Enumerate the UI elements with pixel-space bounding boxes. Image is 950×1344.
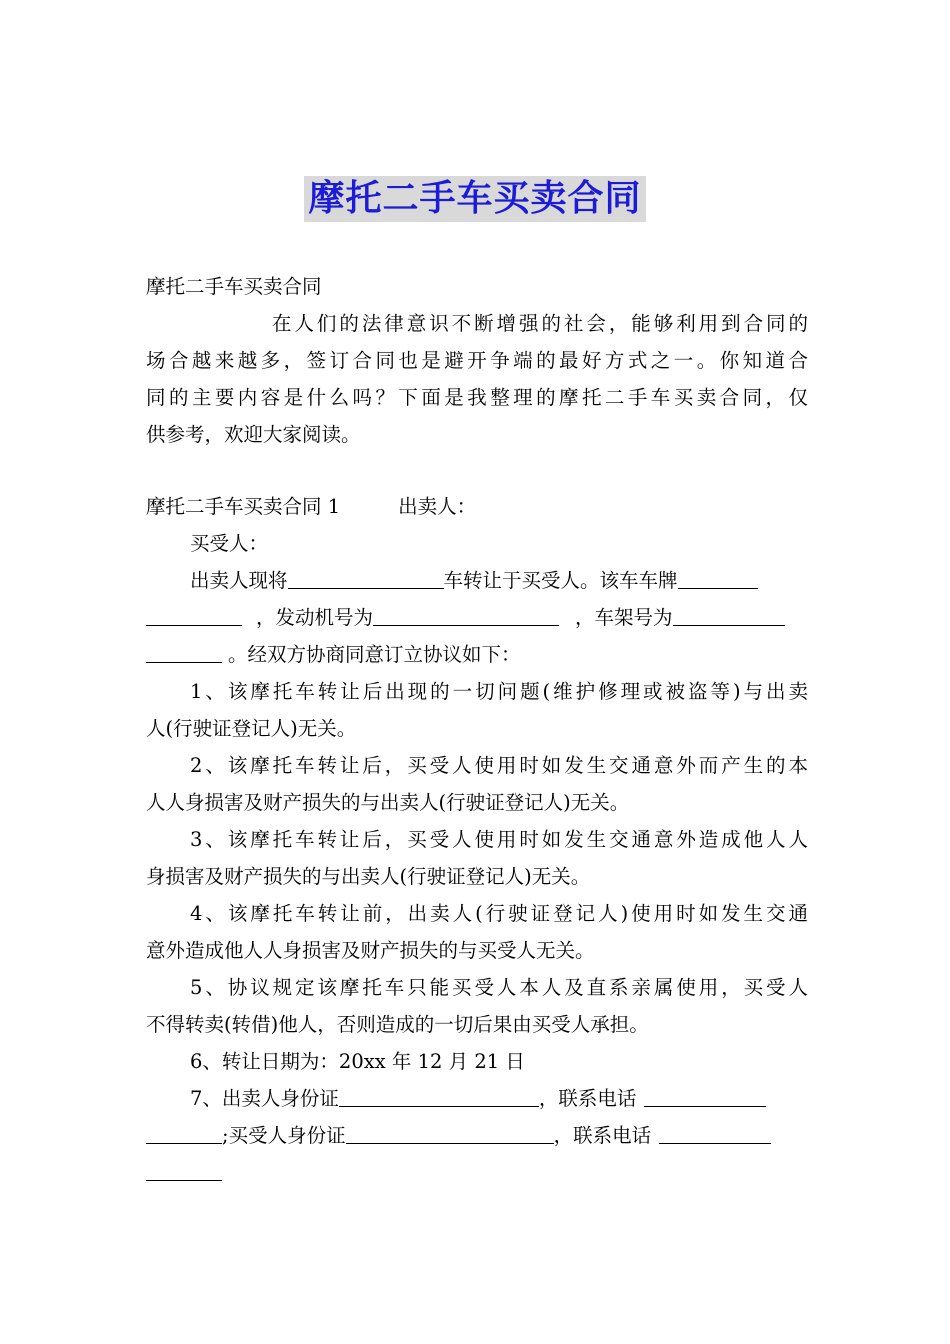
transfer-line-1 xyxy=(146,562,808,599)
intro-line-3: 同的主要内容是什么吗？下面是我整理的摩托二手车买卖合同，仅 xyxy=(146,386,808,409)
id-text-4: ，联系电话 xyxy=(553,1124,652,1147)
transfer-text-4: ，车架号为 xyxy=(575,606,673,629)
intro-line-2: 场合越来越多，签订合同也是避开争端的最好方式之一。你知道合 xyxy=(146,349,808,372)
intro-section xyxy=(146,268,808,453)
engine-number-blank xyxy=(373,603,559,626)
seller-label: 出卖人： xyxy=(398,495,477,518)
clause-3-line-1: 3、该摩托车转让后，买受人使用时如发生交通意外造成他人人 xyxy=(190,828,808,851)
buyer-phone-blank-cont xyxy=(146,1158,222,1181)
seller-phone-blank-cont xyxy=(146,1121,222,1144)
seller-id-blank xyxy=(339,1084,539,1107)
id-clause-line-2 xyxy=(146,1117,808,1154)
id-text-1: 7、出卖人身份证 xyxy=(190,1087,339,1110)
clause-5-line-2: 不得转卖(转借)他人，否则造成的一切后果由买受人承担。 xyxy=(146,1013,649,1036)
contract-heading: 摩托二手车买卖合同 1 xyxy=(146,495,341,518)
plate-blank xyxy=(678,566,758,589)
transfer-text-1: 出卖人现将 xyxy=(190,569,288,592)
id-text-3: ;买受人身份证 xyxy=(222,1124,346,1147)
buyer-phone-blank xyxy=(659,1121,771,1144)
clause-2-line-2: 人人身损害及财产损失的与出卖人(行驶证登记人)无关。 xyxy=(146,791,630,814)
transfer-line-2 xyxy=(146,599,808,636)
contract-heading-line xyxy=(146,488,808,525)
clause-1-line-1: 1、该摩托车转让后出现的一切问题(维护修理或被盗等)与出卖 xyxy=(190,680,808,703)
clause-4-line-1: 4、该摩托车转让前，出卖人(行驶证登记人)使用时如发生交通 xyxy=(190,902,808,925)
transfer-line-3 xyxy=(146,636,808,673)
transfer-text-5: 。经双方协商同意订立协议如下： xyxy=(228,643,521,666)
transfer-text-2: 车转让于买受人。该车车牌 xyxy=(443,569,678,592)
document-title: 摩托二手车买卖合同 xyxy=(304,176,645,222)
clause-4-line-2: 意外造成他人人身损害及财产损失的与买受人无关。 xyxy=(146,939,595,962)
id-text-2: ，联系电话 xyxy=(538,1087,637,1110)
buyer-label: 买受人： xyxy=(190,532,269,555)
id-clause-line-1 xyxy=(146,1080,808,1117)
clause-3-line-2: 身损害及财产损失的与出卖人(行驶证登记人)无关。 xyxy=(146,865,591,888)
intro-line-4: 供参考，欢迎大家阅读。 xyxy=(146,423,361,446)
date-clause: 6、转让日期为：20xx 年 12 月 21 日 xyxy=(190,1050,525,1073)
id-clause-line-3 xyxy=(146,1154,808,1191)
seller-phone-blank xyxy=(644,1084,766,1107)
plate-blank-cont xyxy=(146,603,242,626)
contract-section xyxy=(146,488,808,1191)
intro-line-1: 在人们的法律意识不断增强的社会，能够利用到合同的 xyxy=(272,312,808,335)
vehicle-blank xyxy=(288,566,444,589)
buyer-id-blank xyxy=(346,1121,554,1144)
clause-5-line-1: 5、协议规定该摩托车只能买受人本人及直系亲属使用，买受人 xyxy=(190,976,808,999)
intro-heading: 摩托二手车买卖合同 xyxy=(146,275,322,298)
clause-1-line-2: 人(行驶证登记人)无关。 xyxy=(146,717,357,740)
transfer-text-3: ，发动机号为 xyxy=(256,606,374,629)
clause-2-line-1: 2、该摩托车转让后，买受人使用时如发生交通意外而产生的本 xyxy=(190,754,808,777)
title-container xyxy=(0,176,950,222)
frame-number-blank-cont xyxy=(146,640,222,663)
frame-number-blank xyxy=(673,603,785,626)
